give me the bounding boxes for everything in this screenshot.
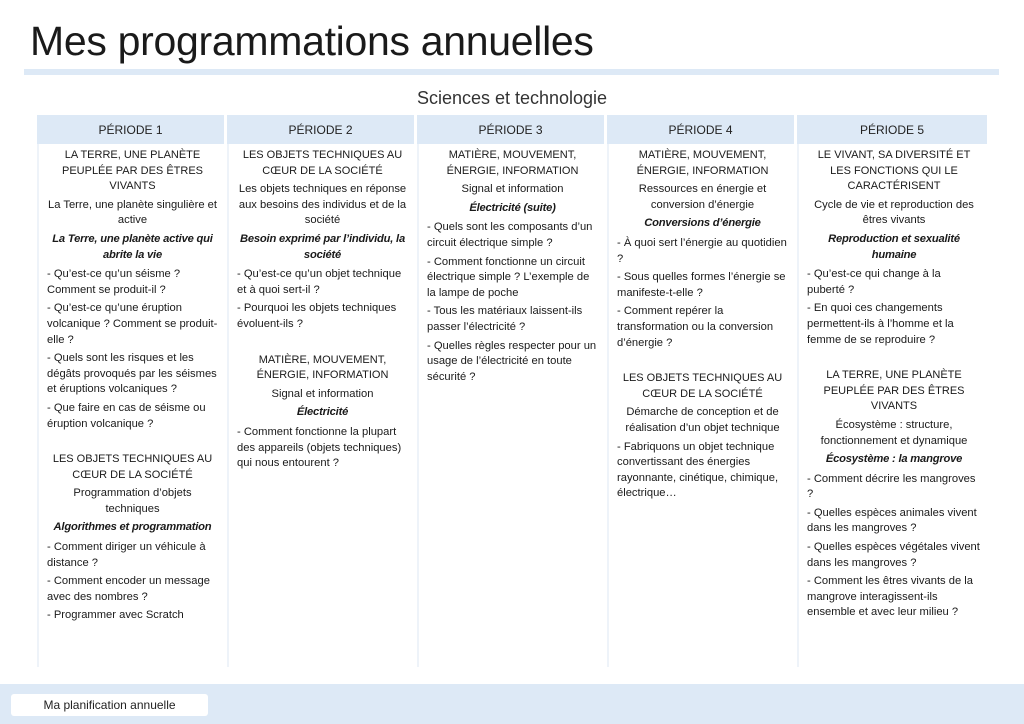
- subject-heading: Sciences et technologie: [416, 88, 608, 108]
- period-header: PÉRIODE 2: [227, 115, 414, 144]
- question-item: - Sous quelles formes l’énergie se manifeste-t-elle ?: [617, 271, 786, 299]
- question-item: - Tous les matériaux laissent-ils passer l’électricité ?: [427, 305, 583, 333]
- theme-title: LES OBJETS TECHNIQUES AU CŒUR DE LA SOCIÉTÉ: [52, 453, 213, 481]
- theme-section: [617, 148, 788, 351]
- theme-section: [617, 371, 788, 502]
- question-item: - Qu’est-ce qu’un objet technique et à quoi sert-il ?: [237, 268, 402, 296]
- question-item: - Qu’est-ce qu’une éruption volcanique ? Comment se produit-elle ?: [47, 302, 218, 346]
- question-item: - Qu’est-ce qui change à la puberté ?: [807, 268, 941, 296]
- theme-section: [807, 148, 981, 348]
- focus-title: Algorithmes et programmation: [53, 521, 212, 534]
- question-item: - Quelles règles respecter pour un usage de l’électricité en toute sécurité ?: [427, 339, 597, 383]
- period-column-4: [607, 115, 797, 667]
- period-content: [797, 144, 987, 667]
- period-column-2: [227, 115, 417, 667]
- focus-title: La Terre, une planète active qui abrite la vie: [52, 232, 213, 261]
- theme-section: [237, 353, 408, 472]
- period-content: [37, 144, 224, 667]
- theme-title: LA TERRE, UNE PLANÈTE PEUPLÉE PAR DES ÊTRES VIVANTS: [61, 149, 203, 193]
- question-item: - Programmer avec Scratch: [47, 609, 184, 622]
- topic-title: Les objets techniques en réponse aux besoins des individus et de la société: [238, 183, 407, 227]
- page-title: Mes programmations annuelles: [30, 18, 594, 64]
- period-header: PÉRIODE 3: [417, 115, 604, 144]
- theme-title: MATIÈRE, MOUVEMENT, ÉNERGIE, INFORMATION: [446, 149, 579, 177]
- theme-title: LE VIVANT, SA DIVERSITÉ ET LES FONCTIONS QUI LE CARACTÉRISENT: [817, 149, 971, 193]
- period-content: [227, 144, 414, 667]
- focus-title: Électricité: [296, 406, 349, 419]
- topic-title: Démarche de conception et de réalisation d’un objet technique: [625, 406, 780, 434]
- theme-title: MATIÈRE, MOUVEMENT, ÉNERGIE, INFORMATION: [256, 353, 389, 382]
- question-item: - Comment fonctionne un circuit électrique simple ? L’exemple de la lampe de poche: [427, 255, 590, 299]
- question-item: - Comment fonctionne la plupart des appareils (objets techniques) qui nous entourent ?: [237, 425, 402, 470]
- focus-title: Écosystème : la mangrove: [825, 453, 963, 466]
- topic-title: Écosystème : structure, fonctionnement et dynamique: [820, 418, 968, 447]
- question-item: - Comment encoder un message avec des nombres ?: [47, 575, 210, 603]
- period-content: [417, 144, 604, 667]
- question-item: - Comment les êtres vivants de la mangrove interagissent-ils ensemble et avec leur milieu ?: [807, 575, 974, 619]
- planning-table: [37, 115, 987, 667]
- focus-title: Conversions d’énergie: [644, 217, 761, 230]
- focus-title: Reproduction et sexualité humaine: [828, 232, 960, 261]
- topic-title: La Terre, une planète singulière et active: [48, 198, 217, 227]
- topic-title: Cycle de vie et reproduction des êtres vivants: [814, 198, 974, 227]
- question-item: - Qu’est-ce qu’un séisme ? Comment se produit-il ?: [47, 268, 181, 296]
- theme-title: LES OBJETS TECHNIQUES AU CŒUR DE LA SOCIÉTÉ: [622, 372, 783, 400]
- question-item: - Quels sont les risques et les dégâts provoqués par les séismes et éruptions volcaniques ?: [47, 352, 217, 396]
- question-item: - Quelles espèces végétales vivent dans les mangroves ?: [807, 541, 980, 569]
- theme-title: LES OBJETS TECHNIQUES AU CŒUR DE LA SOCIÉTÉ: [242, 149, 403, 177]
- period-content: [607, 144, 794, 667]
- question-item: - À quoi sert l’énergie au quotidien ?: [617, 236, 787, 265]
- question-item: - Que faire en cas de séisme ou éruption volcanique ?: [47, 401, 206, 430]
- period-header: PÉRIODE 4: [607, 115, 794, 144]
- focus-title: Besoin exprimé par l’individu, la société: [240, 232, 405, 261]
- theme-section: [47, 452, 218, 624]
- title-underline: [24, 69, 999, 75]
- period-header: PÉRIODE 5: [797, 115, 987, 144]
- period-column-5: [797, 115, 987, 667]
- question-item: - Fabriquons un objet technique convertissant des énergies rayonnante, cinétique, chimique, électrique…: [617, 440, 779, 500]
- question-item: - En quoi ces changements permettent-ils à l’homme et la femme de se reproduire ?: [807, 302, 954, 346]
- question-item: - Quels sont les composants d’un circuit électrique simple ?: [427, 221, 593, 249]
- theme-section: [237, 148, 408, 333]
- theme-section: [807, 368, 981, 621]
- theme-section: [47, 148, 218, 432]
- topic-title: Ressources en énergie et conversion d’énergie: [638, 183, 767, 211]
- period-header: PÉRIODE 1: [37, 115, 224, 144]
- theme-title: MATIÈRE, MOUVEMENT, ÉNERGIE, INFORMATION: [636, 149, 769, 177]
- footer-label: Ma planification annuelle: [11, 694, 208, 716]
- question-item: - Pourquoi les objets techniques évoluent-ils ?: [237, 302, 397, 330]
- topic-title: Signal et information: [461, 183, 564, 196]
- topic-title: Signal et information: [271, 387, 374, 400]
- question-item: - Comment repérer la transformation ou la conversion d’énergie ?: [617, 305, 774, 349]
- theme-section: [427, 148, 598, 385]
- period-column-3: [417, 115, 607, 667]
- question-item: - Quelles espèces animales vivent dans les mangroves ?: [807, 506, 977, 535]
- period-column-1: [37, 115, 227, 667]
- question-item: - Comment décrire les mangroves ?: [807, 472, 976, 501]
- question-item: - Comment diriger un véhicule à distance ?: [47, 541, 206, 569]
- theme-title: LA TERRE, UNE PLANÈTE PEUPLÉE PAR DES ÊTRES VIVANTS: [823, 369, 965, 413]
- topic-title: Programmation d’objets techniques: [73, 487, 192, 515]
- focus-title: Électricité (suite): [469, 201, 556, 214]
